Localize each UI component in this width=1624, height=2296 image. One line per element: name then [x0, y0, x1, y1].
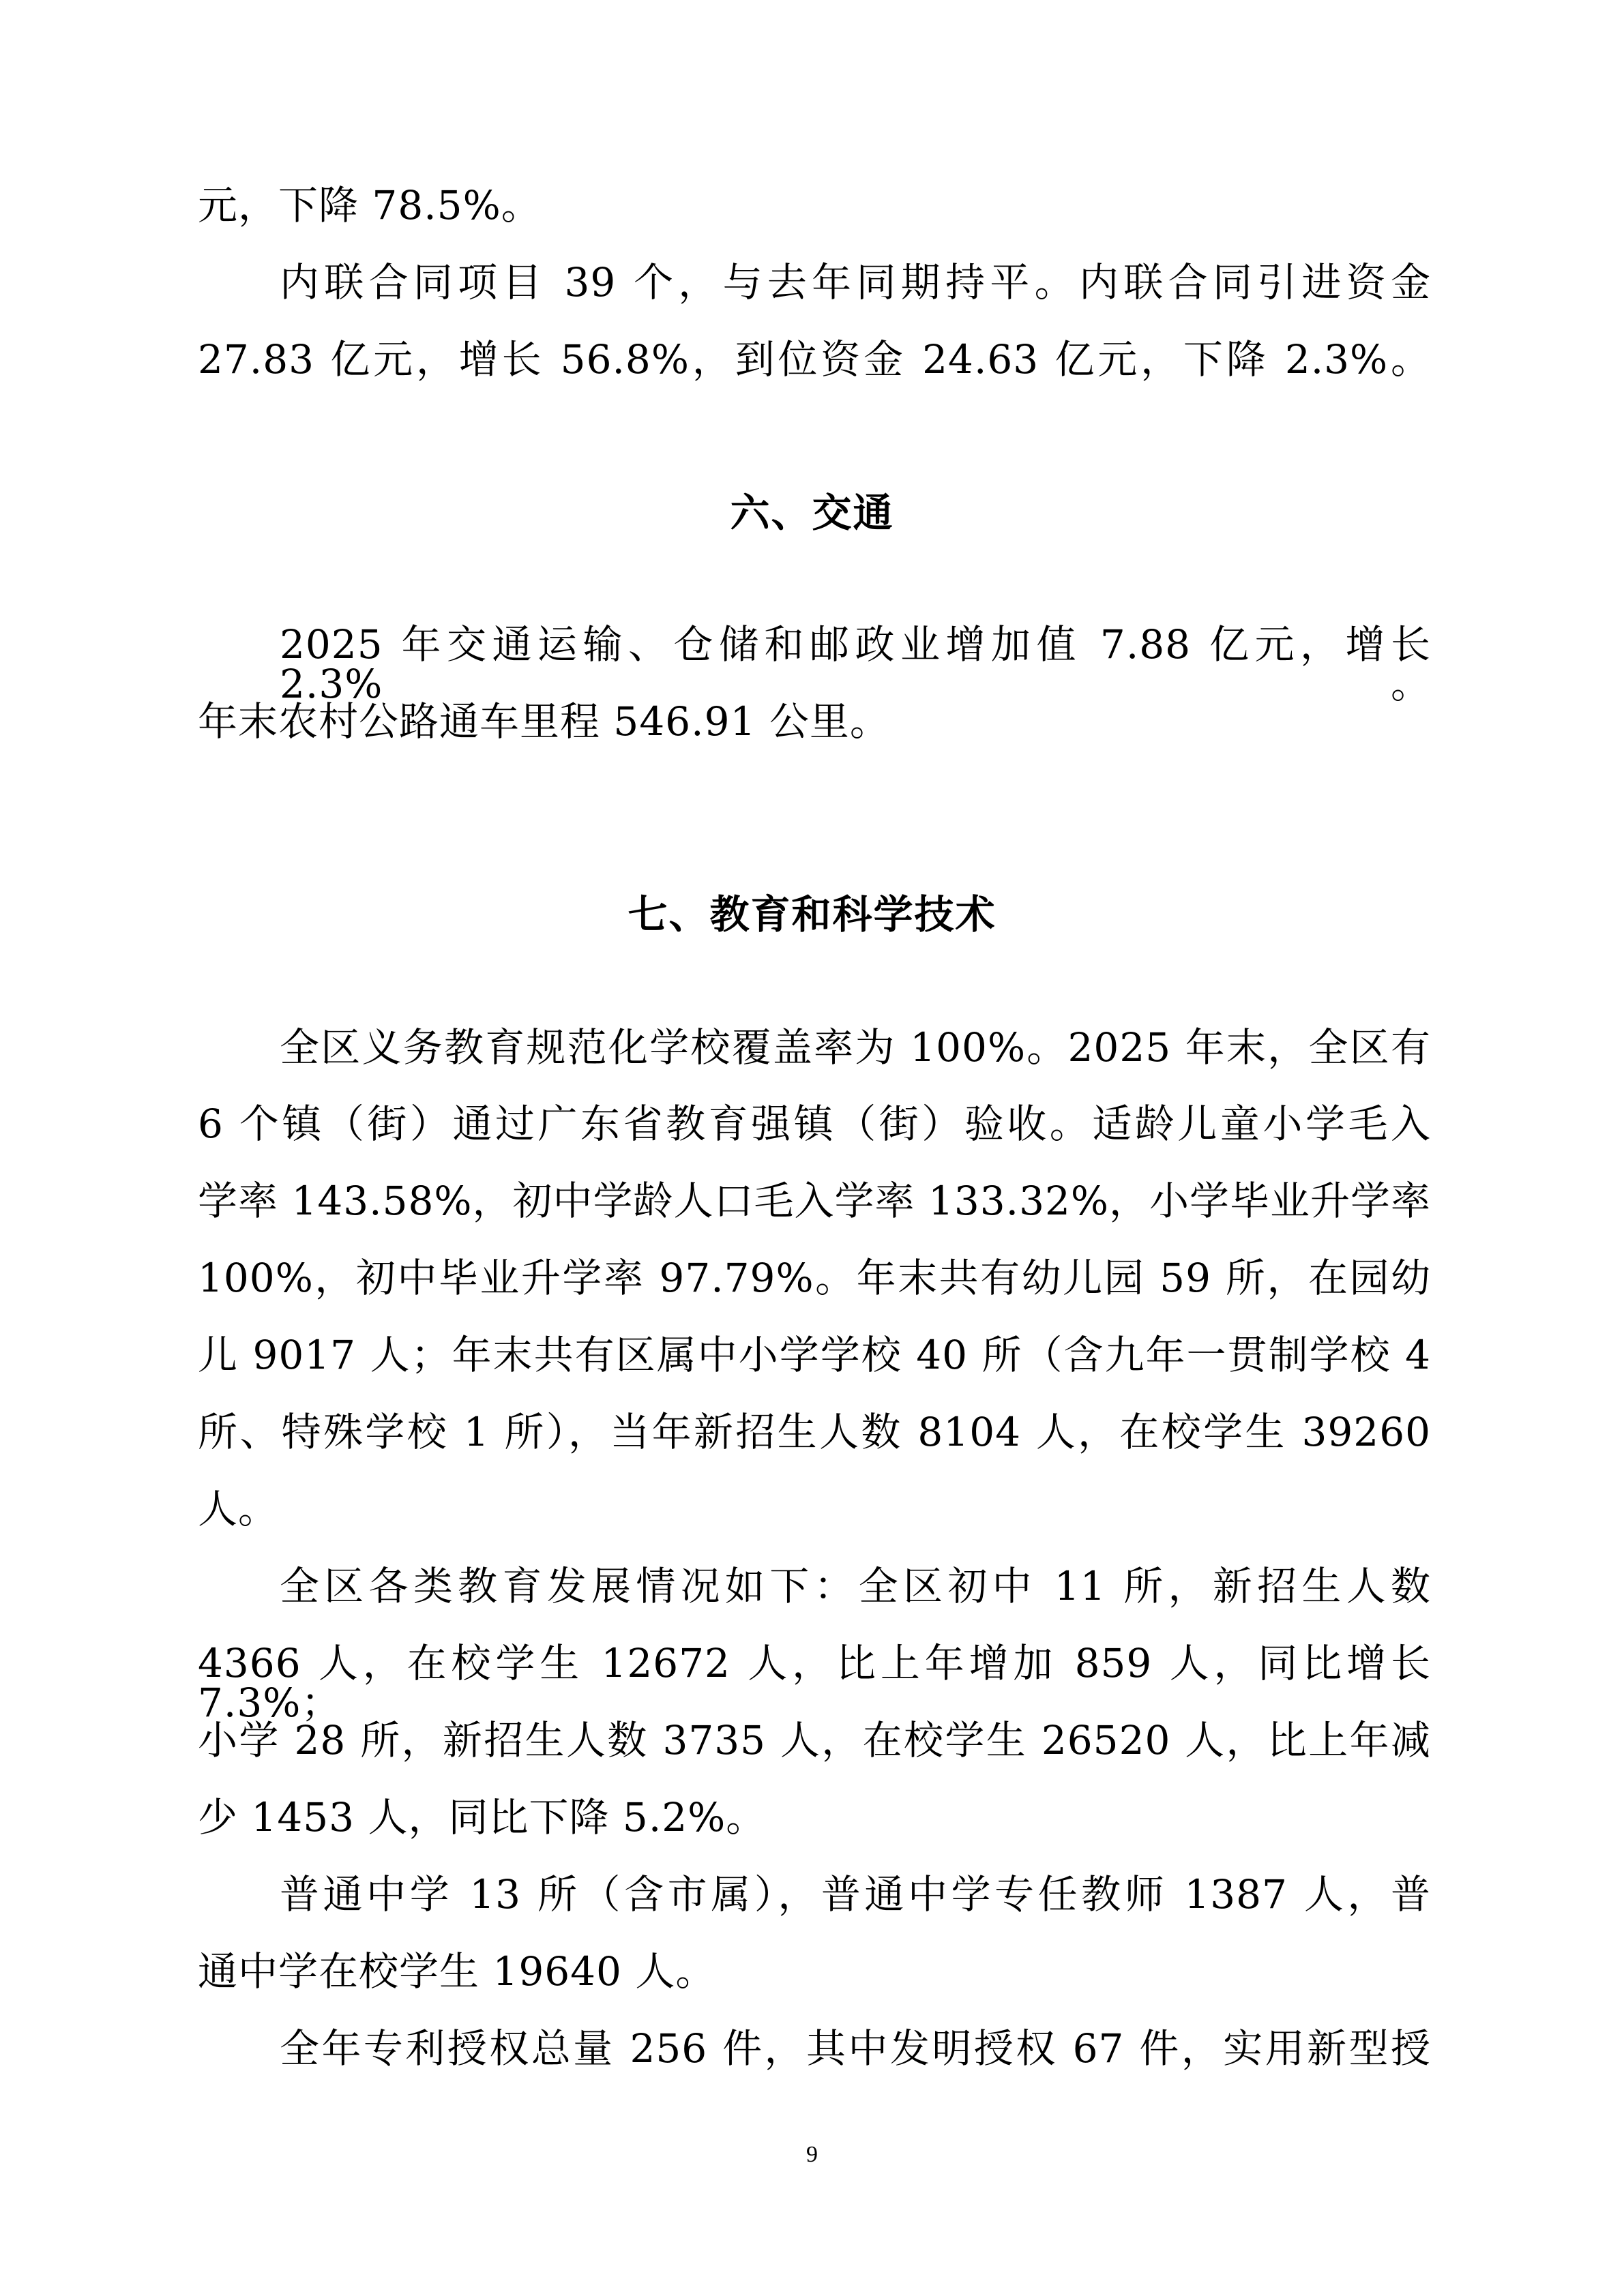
paragraph-line: 年末农村公路通车里程 546.91 公里。 [198, 698, 890, 745]
paragraph-line: 内联合同项目 39 个，与去年同期持平。内联合同引进资金 [280, 259, 1431, 305]
paragraph-line: 27.83 亿元，增长 56.8%，到位资金 24.63 亿元，下降 2.3%。 [198, 336, 1431, 383]
section-heading-transport: 六、交通 [730, 490, 894, 536]
paragraph-line: 人。 [198, 1486, 279, 1532]
paragraph-line: 少 1453 人，同比下降 5.2%。 [198, 1794, 767, 1840]
paragraph-line: 全区各类教育发展情况如下：全区初中 11 所，新招生人数 [280, 1563, 1431, 1609]
paragraph-line: 4366 人，在校学生 12672 人，比上年增加 859 人，同比增长 7.3%； [198, 1640, 1431, 1726]
paragraph-line: 普通中学 13 所（含市属），普通中学专任教师 1387 人，普 [280, 1871, 1431, 1918]
paragraph-line: 通中学在校学生 19640 人。 [198, 1948, 716, 1995]
paragraph-line: 学率 143.58%，初中学龄人口毛入学率 133.32%，小学毕业升学率 [198, 1178, 1431, 1224]
paragraph-line: 元，下降 78.5%。 [198, 182, 542, 228]
section-heading-education: 七、教育和科学技术 [628, 891, 996, 938]
paragraph-line: 儿 9017 人；年末共有区属中小学学校 40 所（含九年一贯制学校 4 [198, 1332, 1431, 1378]
paragraph-line: 全年专利授权总量 256 件，其中发明授权 67 件，实用新型授 [280, 2025, 1431, 2072]
paragraph-line: 小学 28 所，新招生人数 3735 人，在校学生 26520 人，比上年减 [198, 1717, 1431, 1763]
paragraph-line: 所、特殊学校 1 所），当年新招生人数 8104 人，在校学生 39260 [198, 1409, 1431, 1455]
paragraph-line: 全区义务教育规范化学校覆盖率为 100%。2025 年末，全区有 [280, 1024, 1431, 1071]
paragraph-line: 100%，初中毕业升学率 97.79%。年末共有幼儿园 59 所，在园幼 [198, 1255, 1431, 1301]
paragraph-line: 2025 年交通运输、仓储和邮政业增加值 7.88 亿元，增长 2.3%。 [280, 621, 1431, 707]
page-number: 9 [806, 2142, 818, 2167]
paragraph-line: 6 个镇（街）通过广东省教育强镇（街）验收。适龄儿童小学毛入 [198, 1101, 1431, 1147]
